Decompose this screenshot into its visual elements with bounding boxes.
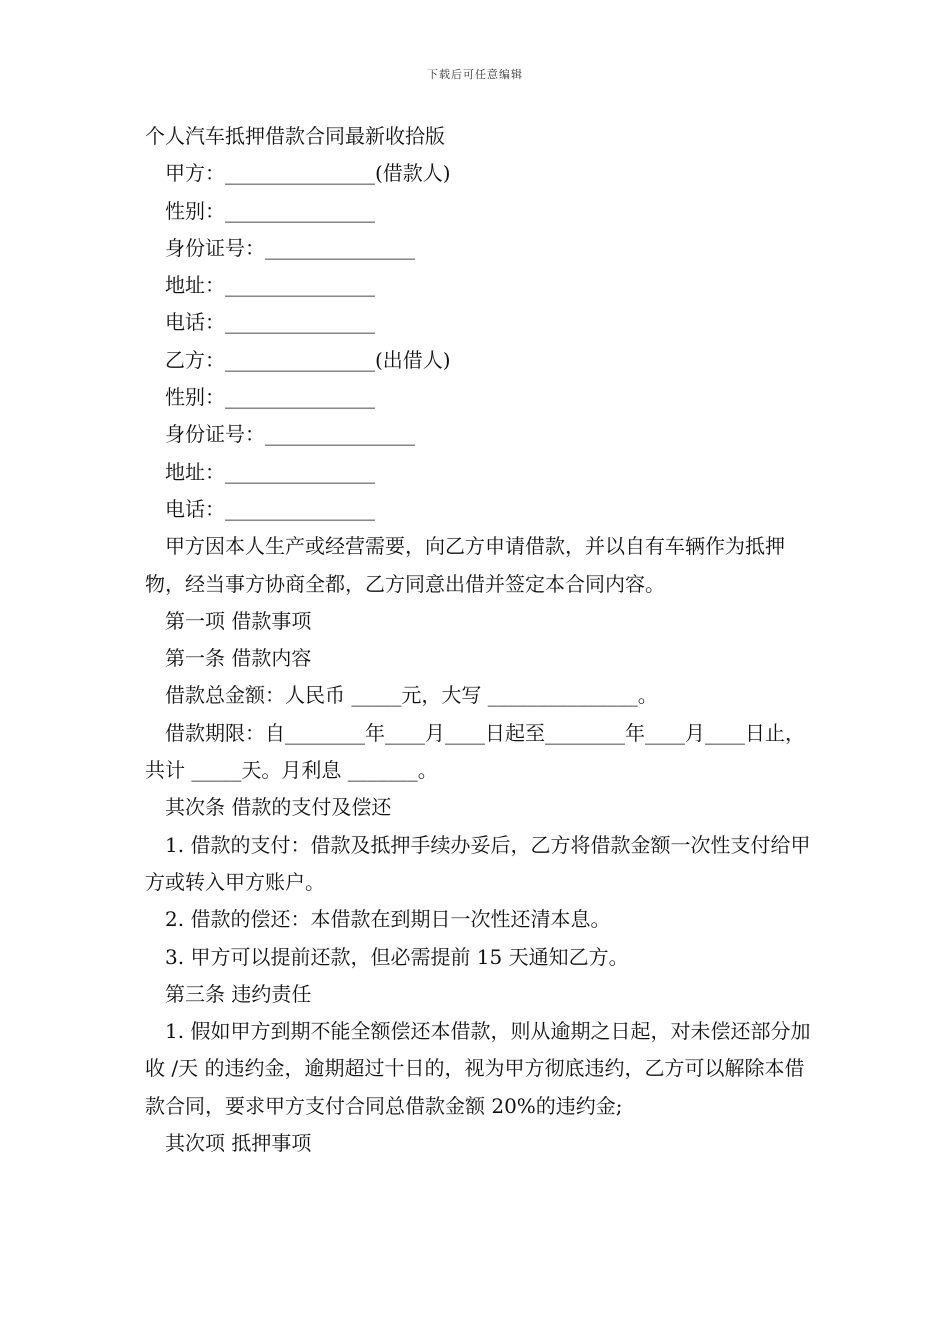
header-note: 下载后可任意编辑	[427, 68, 523, 81]
party-a-address: 地址：_______________	[165, 273, 375, 298]
intro-paragraph: 甲方因本人生产或经营需要，向乙方申请借款，并以自有车辆作为抵押物，经当事方协商全都，乙方同意出借并签定本合同内容。	[145, 534, 785, 596]
party-b-phone: 电话：_______________	[165, 496, 375, 521]
article-heading-payment: 其次条 借款的支付及偿还	[165, 795, 392, 820]
party-b-name: 乙方：_______________(出借人)	[165, 347, 451, 372]
party-a-gender: 性别：_______________	[165, 198, 375, 223]
party-b-gender: 性别：_______________	[165, 385, 375, 410]
document-title: 个人汽车抵押借款合同最新收拾版	[145, 124, 445, 148]
party-b-id-number: 身份证号：_______________	[165, 422, 415, 447]
loan-term-line: 借款期限：自________年____月____日起至________年____月____日止，共计 _____天。月利息 _______。	[145, 720, 805, 783]
payment-item-1: 1. 借款的支付：借款及抵押手续办妥后，乙方将借款金额一次性支付给甲方或转入甲方账户。	[145, 832, 811, 894]
party-a-id-number: 身份证号：_______________	[165, 235, 415, 260]
document-body	[145, 118, 813, 1162]
section-heading-collateral: 其次项 抵押事项	[165, 1131, 312, 1156]
party-b-address: 地址：_______________	[165, 459, 375, 484]
payment-item-2: 2. 借款的偿还：本借款在到期日一次性还清本息。	[165, 907, 611, 932]
party-a-name: 甲方：_______________(借款人)	[165, 161, 451, 186]
party-a-phone: 电话：_______________	[165, 310, 375, 335]
article-heading-breach: 第三条 违约责任	[165, 981, 312, 1006]
loan-amount-line: 借款总金额：人民币 _____元，大写 _______________。	[165, 683, 658, 708]
breach-item-1: 1. 假如甲方到期不能全额偿还本借款，则从逾期之日起，对未偿还部分加收 /天 的违约金，逾期超过十日的，视为甲方彻底违约，乙方可以解除本借款合同，要求甲方支付合同总借款金额 20%的违约金;	[145, 1019, 811, 1118]
payment-item-3: 3. 甲方可以提前还款，但必需提前 15 天通知乙方。	[165, 944, 629, 969]
article-heading-content: 第一条 借款内容	[165, 646, 312, 671]
section-heading-loan: 第一项 借款事项	[165, 608, 312, 633]
